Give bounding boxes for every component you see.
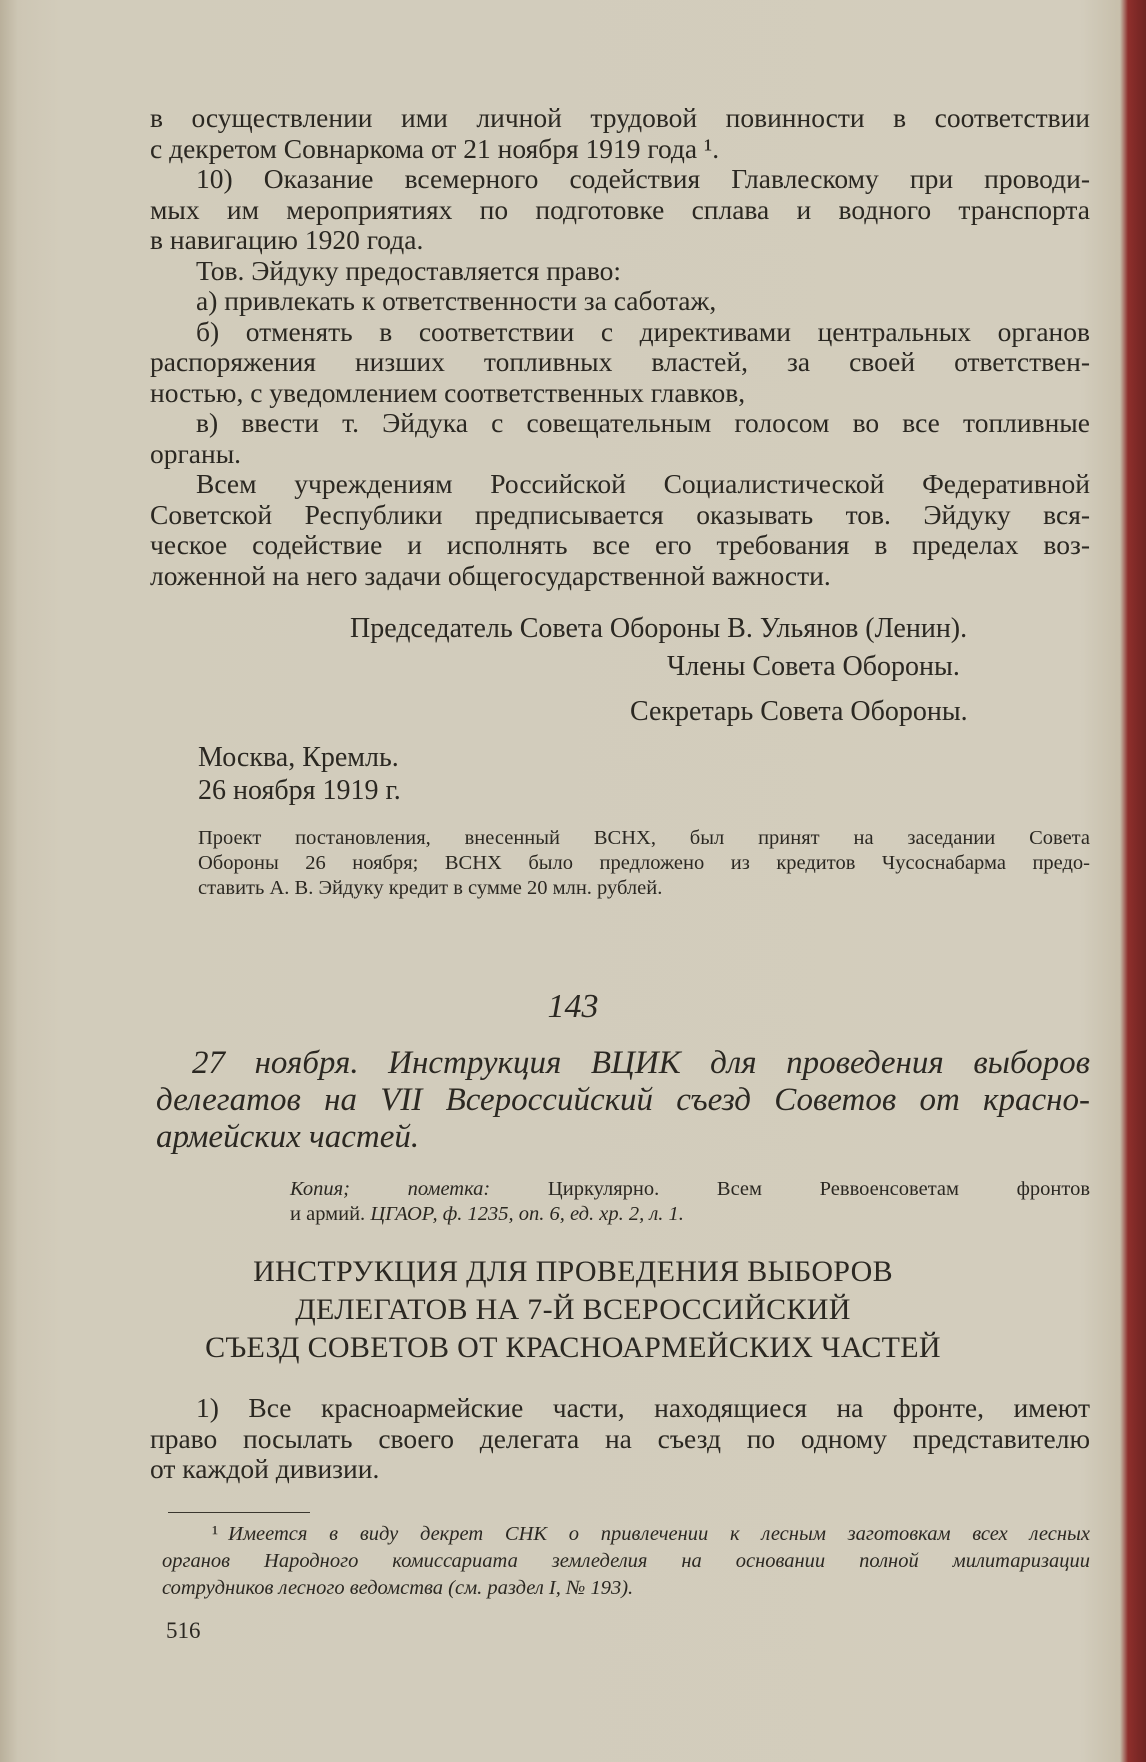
body-line: ностью, с уведомлением соответственных главков,: [150, 376, 746, 408]
heading-line-3: СЪЕЗД СОВЕТОВ ОТ КРАСНОАРМЕЙСКИХ ЧАСТЕЙ: [205, 1331, 941, 1364]
date-line: 26 ноября 1919 г.: [198, 775, 401, 806]
instruction-heading: [0, 1253, 1146, 1367]
instruction-line: от каждой дивизии.: [150, 1453, 380, 1484]
title-line: 27 ноября. Инструкция ВЦИК для проведения выборов: [192, 1045, 1090, 1081]
footnote-text: Имеется в виду декрет СНК о привлечении к лесным заготовкам всех лесных: [228, 1523, 1090, 1545]
body-line: мых им мероприятиях по подготовке сплава и водного транспорта: [150, 193, 1090, 225]
instruction-line: право посылать своего делегата на съезд по одному представителю: [150, 1422, 1090, 1454]
note-line: Проект постановления, внесенный ВСНХ, был принят на заседании Совета: [198, 827, 1090, 849]
instruction-text: [150, 1393, 1090, 1485]
heading-line-1: ИНСТРУКЦИЯ ДЛЯ ПРОВЕДЕНИЯ ВЫБОРОВ: [253, 1255, 893, 1288]
title-line: делегатов на VII Всероссийский съезд Советов от красно-: [156, 1082, 1090, 1118]
source-reference: [290, 1177, 1090, 1227]
body-line: а) привлекать к ответственности за саботаж,: [196, 285, 717, 316]
title-line: армейских частей.: [156, 1119, 420, 1155]
footnote-line: [162, 1521, 1090, 1548]
note-line: ставить А. В. Эйдуку кредит в сумме 20 млн. рублей.: [198, 877, 663, 899]
body-text: [150, 103, 1090, 591]
body-line: Всем учреждениям Российской Социалистической Федеративной: [196, 468, 1090, 499]
body-line: ложенной на него задачи общегосударственной важности.: [150, 559, 831, 591]
body-line: б) отменять в соответствии с директивами центральных органов: [196, 315, 1090, 347]
signature-chairman: Председатель Совета Обороны В. Ульянов (Ленин).: [350, 613, 968, 644]
page-number: 516: [166, 1618, 201, 1643]
body-line: в осуществлении ими личной трудовой повинности в соответствии: [150, 102, 1090, 133]
body-line: 10) Оказание всемерного содействия Главлескому при проводи-: [196, 163, 1090, 194]
body-line: Тов. Эйдуку предоставляется право:: [196, 254, 622, 286]
source-text-1: Циркулярно. Всем Реввоенсоветам фронтов: [547, 1178, 1091, 1200]
footnote-line: сотрудников лесного ведомства (см. раздел I, № 193).: [162, 1577, 634, 1599]
body-line: органы.: [150, 437, 242, 469]
body-line: распоряжения низших топливных властей, за своей ответствен-: [150, 346, 1090, 377]
signature-secretary: Секретарь Совета Обороны.: [630, 696, 968, 727]
signature-members: Члены Совета Обороны.: [667, 651, 960, 682]
note-line: Обороны 26 ноября; ВСНХ было предложено из кредитов Чусоснабарма предо-: [198, 852, 1090, 874]
footnote-rule: [168, 1512, 310, 1513]
heading-line-2: ДЕЛЕГАТОВ НА 7-Й ВСЕРОССИЙСКИЙ: [295, 1293, 851, 1326]
source-line-1: [290, 1177, 1090, 1202]
document-number: 143: [547, 988, 599, 1025]
document-title: [156, 1045, 1090, 1156]
footnote: [162, 1521, 1090, 1602]
body-line: ческое содействие и исполнять все его требования в пределах воз-: [150, 529, 1090, 560]
source-label-copy: Копия;: [290, 1178, 350, 1200]
source-label-mark: пометка:: [407, 1178, 491, 1200]
place-line: Москва, Кремль.: [198, 742, 399, 773]
source-text-2: и армий.: [290, 1203, 366, 1225]
source-archive: ЦГАОР, ф. 1235, оп. 6, ед. хр. 2, л. 1.: [370, 1203, 684, 1225]
source-line-2: [290, 1202, 1090, 1227]
footnote-line: органов Народного комиссариата земледелия на основании полной милитаризации: [162, 1550, 1090, 1572]
editorial-note: [198, 826, 1090, 901]
body-line: в) ввести т. Эйдука с совещательным голосом во все топливные: [196, 407, 1090, 438]
body-line: в навигацию 1920 года.: [150, 224, 424, 255]
body-line: с декретом Совнаркома от 21 ноября 1919 года ¹.: [150, 132, 720, 164]
footnote-marker: ¹: [212, 1523, 219, 1545]
body-line: Советской Республики предписывается оказывать тов. Эйдуку вся-: [150, 498, 1090, 530]
instruction-line: 1) Все красноармейские части, находящиеся на фронте, имеют: [196, 1392, 1090, 1423]
